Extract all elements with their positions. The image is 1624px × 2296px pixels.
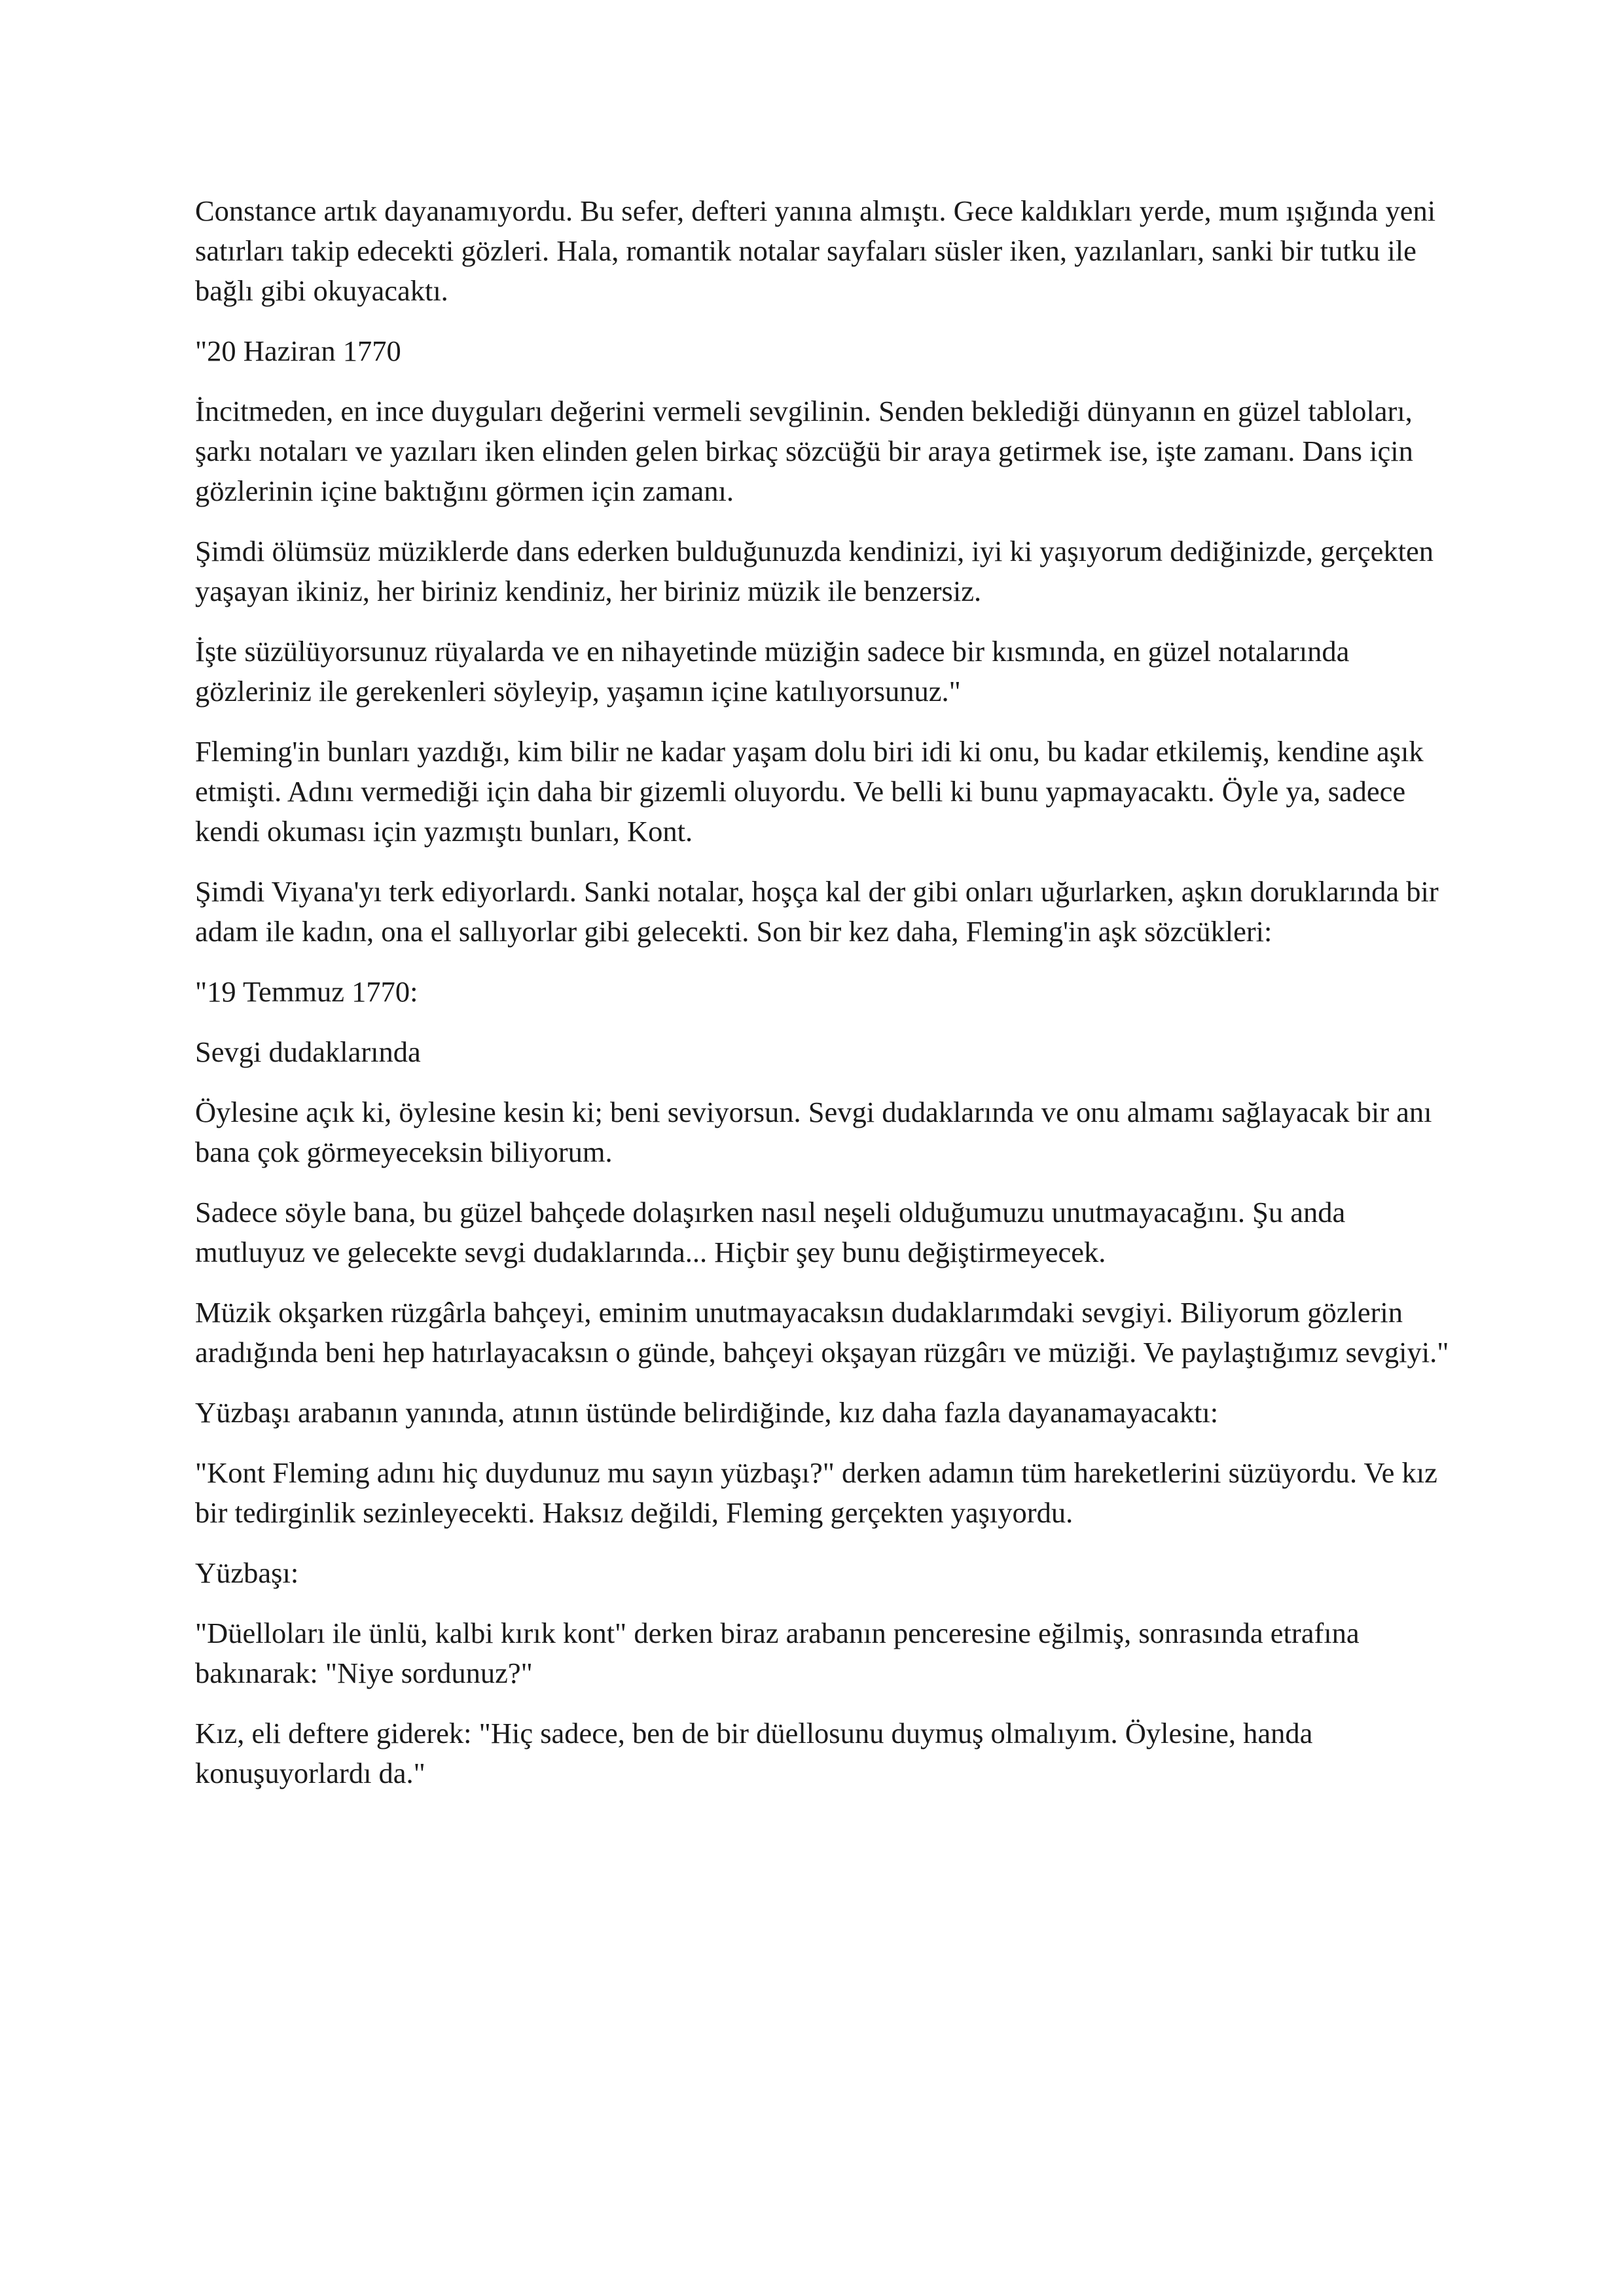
paragraph: Şimdi ölümsüz müziklerde dans ederken bulduğunuzda kendinizi, iyi ki yaşıyorum dediğinizde, gerçekten yaşayan ikiniz, her biriniz kendiniz, her biriniz müzik ile benzersiz. xyxy=(195,535,1434,607)
paragraph: Sevgi dudaklarında xyxy=(195,1035,421,1068)
paragraph: İncitmeden, en ince duyguları değerini vermeli sevgilinin. Senden beklediği dünyanın en güzel tabloları, şarkı notaları ve yazıları iken elinden gelen birkaç sözcüğü bir araya getirmek ise, işte zamanı. Dans için gözlerinin içine baktığını görmen için zamanı. xyxy=(195,395,1413,507)
paragraph: "Kont Fleming adını hiç duydunuz mu sayın yüzbaşı?" derken adamın tüm hareketlerini süzüyordu. Ve kız bir tedirginlik sezinleyecekti. Haksız değildi, Fleming gerçekten yaşıyordu. xyxy=(195,1456,1437,1529)
paragraph: Öylesine açık ki, öylesine kesin ki; beni seviyorsun. Sevgi dudaklarında ve onu almamı sağlayacak bir anı bana çok görmeyeceksin biliyorum. xyxy=(195,1096,1432,1168)
paragraph: Şimdi Viyana'yı terk ediyorlardı. Sanki notalar, hoşça kal der gibi onları uğurlarken, aşkın doruklarında bir adam ile kadın, ona el sallıyorlar gibi gelecekti. Son bir kez daha, Fleming'in aşk sözcükleri: xyxy=(195,875,1439,948)
paragraph: Müzik okşarken rüzgârla bahçeyi, eminim unutmayacaksın dudaklarımdaki sevgiyi. Biliyorum gözlerin aradığında beni hep hatırlayacaksın o günde, bahçeyi okşayan rüzgârı ve müziği. Ve paylaştığımız sevgiyi." xyxy=(195,1296,1449,1369)
paragraph: Constance artık dayanamıyordu. Bu sefer, defteri yanına almıştı. Gece kaldıkları yerde, mum ışığında yeni satırları takip edecekti gözleri. Hala, romantik notalar sayfaları süsler iken, yazılanları, sanki bir tutku ile bağlı gibi okuyacaktı. xyxy=(195,194,1436,307)
paragraph: Yüzbaşı: xyxy=(195,1556,299,1589)
document-page xyxy=(195,191,1452,1814)
paragraph: "19 Temmuz 1770: xyxy=(195,975,418,1008)
paragraph: Fleming'in bunları yazdığı, kim bilir ne kadar yaşam dolu biri idi ki onu, bu kadar etkilemiş, kendine aşık etmişti. Adını vermediği için daha bir gizemli oluyordu. Ve belli ki bunu yapmayacaktı. Öyle ya, sadece kendi okuması için yazmıştı bunları, Kont. xyxy=(195,735,1424,848)
paragraph: Sadece söyle bana, bu güzel bahçede dolaşırken nasıl neşeli olduğumuzu unutmayacağını. Şu anda mutluyuz ve gelecekte sevgi dudaklarında... Hiçbir şey bunu değiştirmeyecek. xyxy=(195,1196,1346,1268)
paragraph: İşte süzülüyorsunuz rüyalarda ve en nihayetinde müziğin sadece bir kısmında, en güzel notalarında gözleriniz ile gerekenleri söyleyip, yaşamın içine katılıyorsunuz." xyxy=(195,635,1350,708)
paragraph: Kız, eli deftere giderek: "Hiç sadece, ben de bir düellosunu duymuş olmalıyım. Öylesine, handa konuşuyorlardı da." xyxy=(195,1717,1313,1789)
paragraph: "Düelloları ile ünlü, kalbi kırık kont" derken biraz arabanın penceresine eğilmiş, sonrasında etrafına bakınarak: "Niye sordunuz?" xyxy=(195,1617,1360,1689)
paragraph: Yüzbaşı arabanın yanında, atının üstünde belirdiğinde, kız daha fazla dayanamayacaktı: xyxy=(195,1396,1219,1429)
paragraph: "20 Haziran 1770 xyxy=(195,334,401,367)
